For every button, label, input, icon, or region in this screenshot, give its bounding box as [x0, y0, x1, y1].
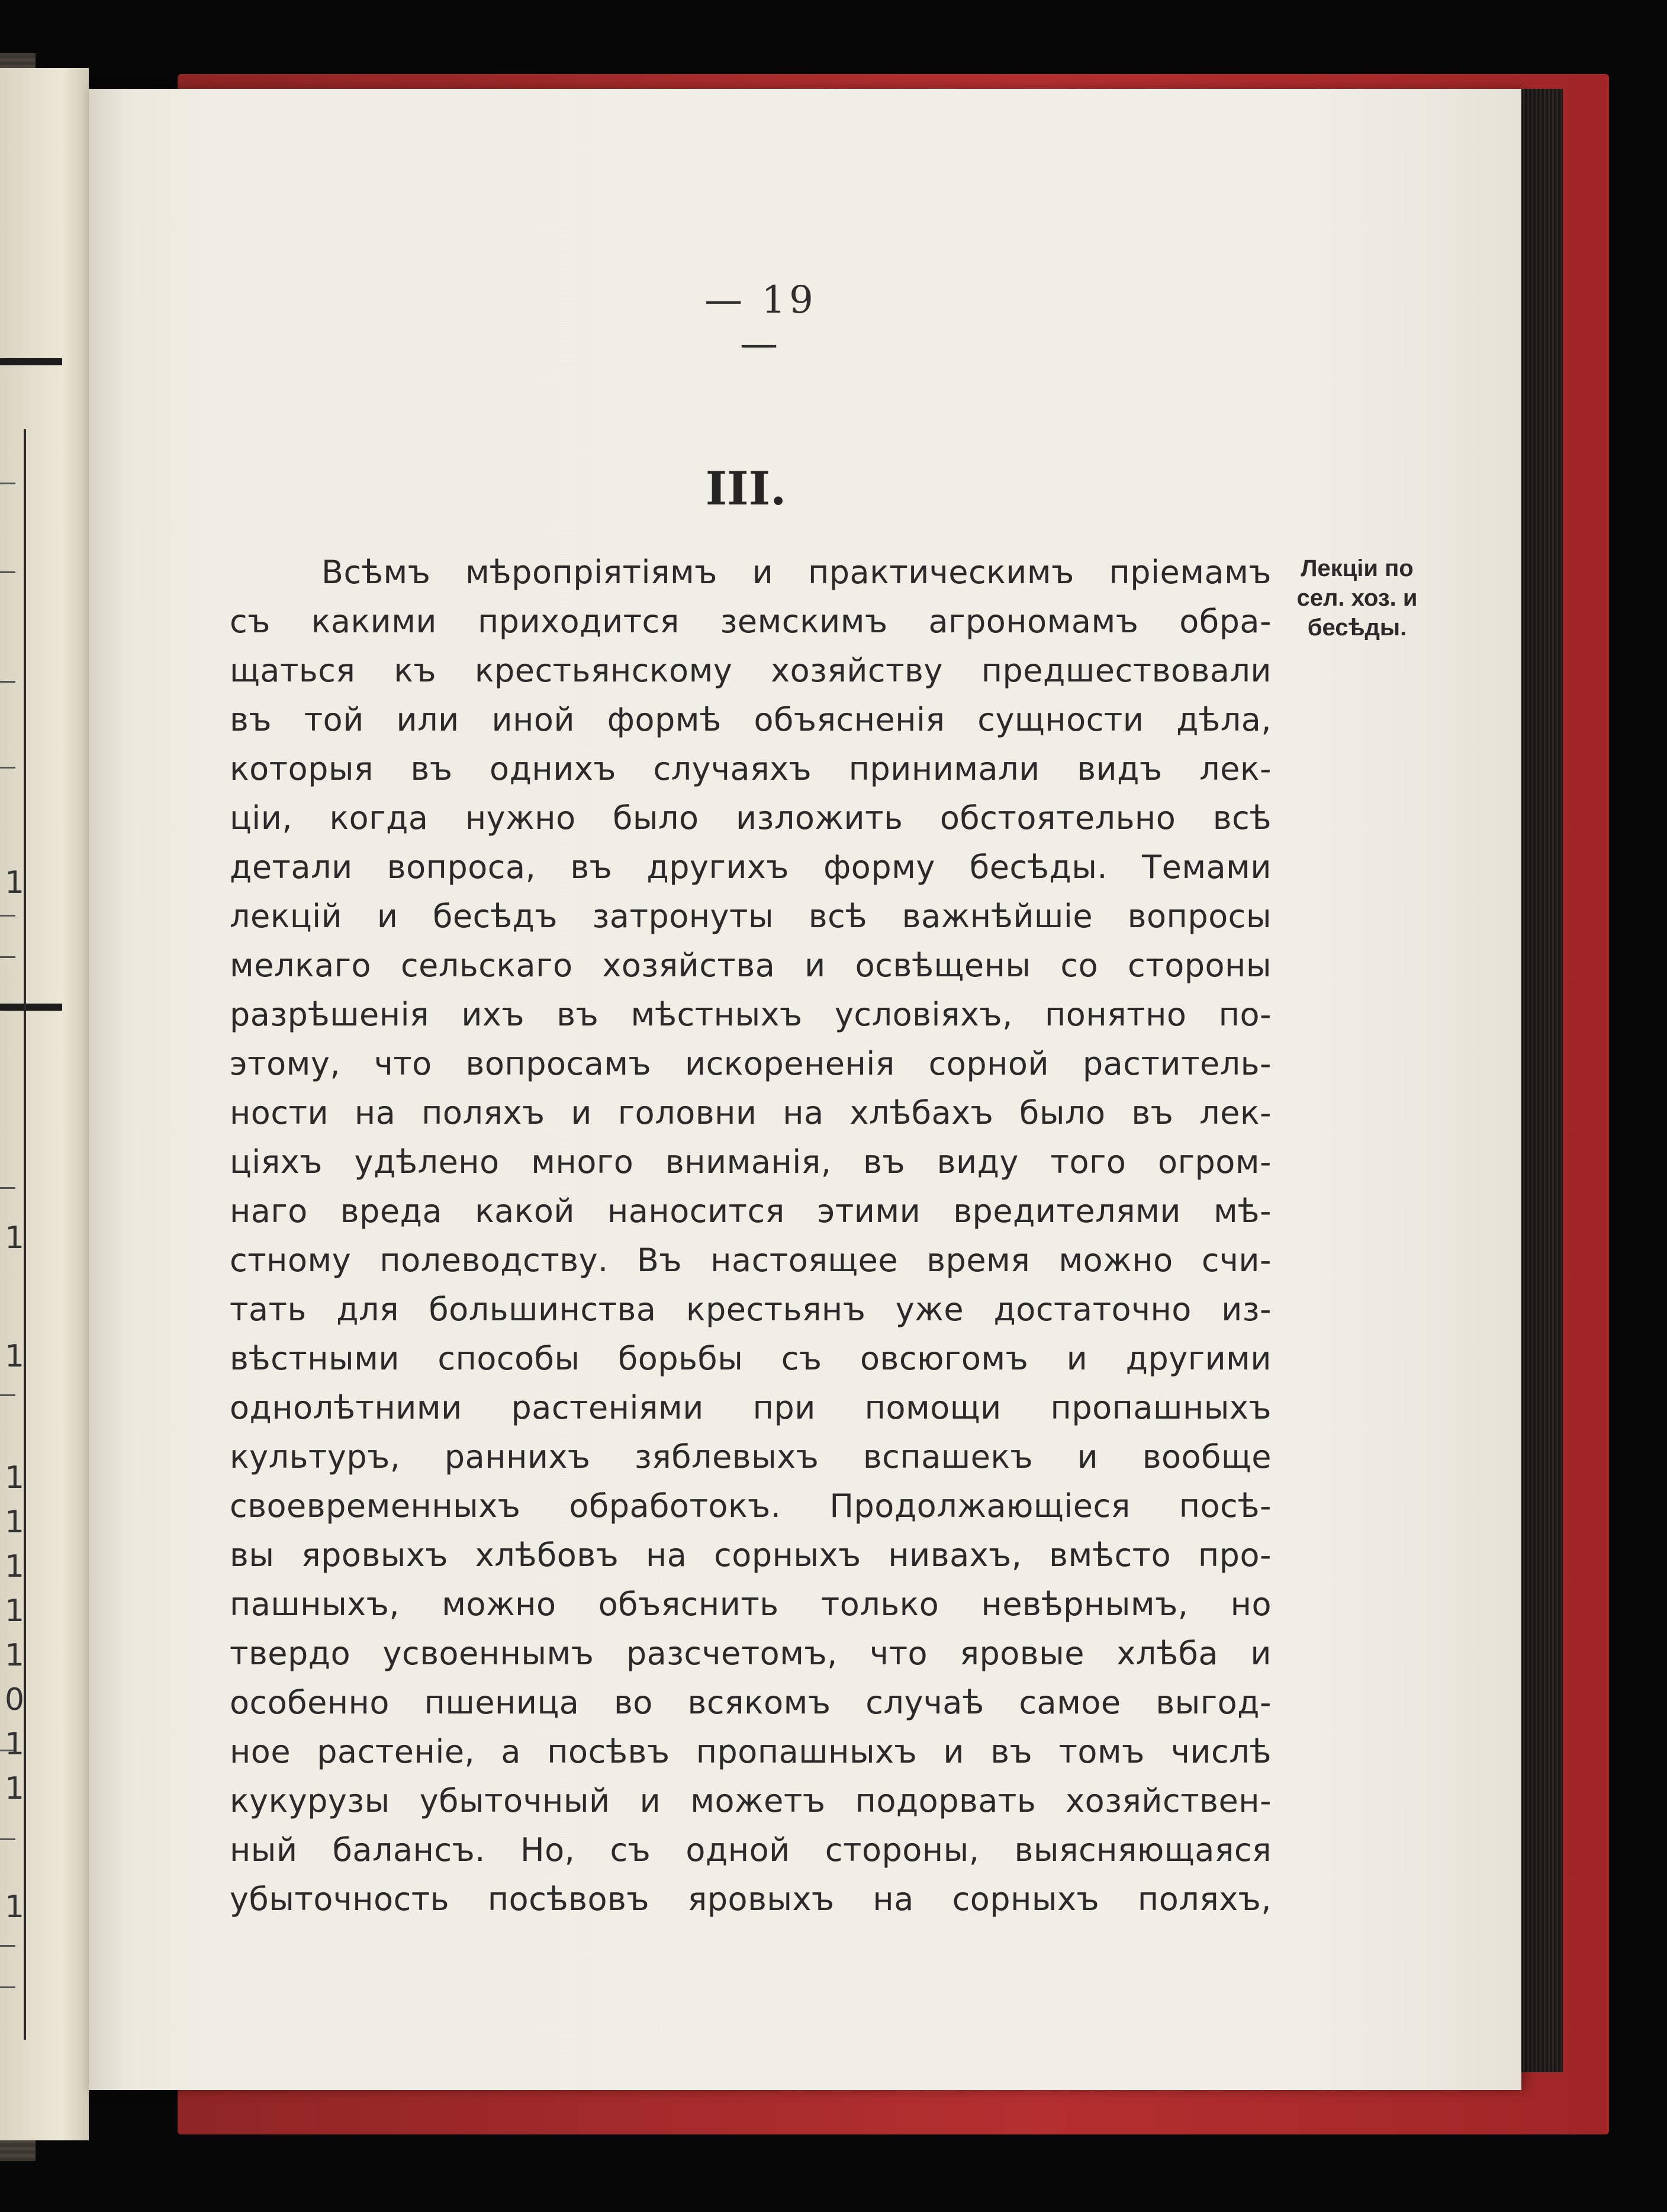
previous-page-tick [0, 1187, 15, 1189]
previous-page-margin-digit: 1 [5, 1726, 25, 1762]
text-line: вы яровыхъ хлѣбовъ на сорныхъ нивахъ, вмѣсто про- [230, 1536, 1272, 1574]
text-line: убыточность посѣвовъ яровыхъ на сорныхъ поляхъ, [230, 1880, 1272, 1918]
previous-page-tick [0, 483, 15, 484]
text-line: мелкаго сельскаго хозяйства и освѣщены со стороны [230, 947, 1272, 984]
previous-page-margin-digit: 1 [5, 865, 25, 901]
previous-page-tick [0, 1838, 15, 1840]
previous-page-margin-digit: 1 [5, 1889, 25, 1925]
text-line: ное растеніе, а посѣвъ пропашныхъ и въ томъ числѣ [230, 1733, 1272, 1770]
text-line: тать для большинства крестьянъ уже достаточно из- [230, 1291, 1272, 1328]
chapter-heading: III. [705, 462, 787, 516]
text-line: однолѣтними растеніями при помощи пропашныхъ [230, 1389, 1272, 1426]
text-line: наго вреда какой наносится этими вредителями мѣ- [230, 1192, 1272, 1230]
previous-page-edge [0, 68, 89, 2140]
previous-page-margin-digit: 1 [5, 1771, 25, 1806]
text-line: ный балансъ. Но, съ одной стороны, выясняющаяся [230, 1831, 1272, 1869]
previous-page-margin-digit: 1 [5, 1339, 25, 1374]
margin-note-line: бесѣды. [1307, 615, 1407, 641]
text-line: своевременныхъ обработокъ. Продолжающіеся посѣ- [230, 1487, 1272, 1525]
previous-page-margin-digit: 1 [5, 1460, 25, 1496]
previous-page-margin-digit: 1 [5, 1504, 25, 1540]
previous-page-margin-digit: 0 [5, 1682, 25, 1718]
text-line: особенно пшеница во всякомъ случаѣ самое выгод- [230, 1684, 1272, 1721]
text-line: разрѣшенія ихъ въ мѣстныхъ условіяхъ, понятно по- [230, 996, 1272, 1033]
previous-page-tick [0, 956, 15, 958]
text-line: стному полеводству. Въ настоящее время можно счи- [230, 1242, 1272, 1279]
text-line: твердо усвоеннымъ разсчетомъ, что яровые хлѣба и [230, 1635, 1272, 1672]
text-line: культуръ, раннихъ зяблевыхъ вспашекъ и вообще [230, 1438, 1272, 1475]
previous-page-tick [0, 767, 15, 769]
text-line: ности на поляхъ и головни на хлѣбахъ было въ лек- [230, 1094, 1272, 1131]
previous-page-tick [0, 915, 15, 917]
previous-page-margin-digit: 1 [5, 1549, 25, 1584]
margin-note [1279, 554, 1436, 642]
previous-page-margin-digit: 1 [5, 1638, 25, 1673]
text-line: лекцій и бесѣдъ затронуты всѣ важнѣйшіе вопросы [230, 898, 1272, 935]
text-line: пашныхъ, можно объяснить только невѣрнымъ, но [230, 1586, 1272, 1623]
previous-page-rule [0, 1004, 62, 1011]
previous-page-margin-digit: 1 [5, 1593, 25, 1629]
text-line: ціи, когда нужно было изложить обстоятельно всѣ [230, 799, 1272, 837]
margin-note-line: Лекціи по [1301, 555, 1414, 581]
text-line: Всѣмъ мѣропріятіямъ и практическимъ пріемамъ [321, 554, 1272, 591]
text-line: вѣстными способы борьбы съ овсюгомъ и другими [230, 1340, 1272, 1377]
previous-page-tick [0, 681, 15, 683]
margin-note-line: сел. хоз. и [1296, 585, 1418, 611]
previous-page-margin-digit: 1 [5, 1220, 25, 1256]
previous-page-rule [0, 358, 62, 365]
previous-page-tick [0, 1986, 15, 1988]
previous-page-tick [0, 1945, 15, 1947]
text-line: щаться къ крестьянскому хозяйству предшествовали [230, 652, 1272, 689]
text-line: ціяхъ удѣлено много вниманія, въ виду того огром- [230, 1143, 1272, 1181]
text-line: детали вопроса, въ другихъ форму бесѣды. Темами [230, 848, 1272, 886]
text-line: въ той или иной формѣ объясненія сущности дѣла, [230, 701, 1272, 738]
text-line: этому, что вопросамъ искорененія сорной раститель- [230, 1045, 1272, 1082]
previous-page-tick [0, 1394, 15, 1396]
text-line: кукурузы убыточный и можетъ подорвать хозяйствен- [230, 1782, 1272, 1819]
body-paragraph [230, 548, 1272, 1924]
previous-page-tick [0, 571, 15, 573]
text-line: съ какими приходится земскимъ агрономамъ обра- [230, 603, 1272, 640]
page-number: — 19 — [704, 278, 817, 366]
text-line: которыя въ однихъ случаяхъ принимали видъ лек- [230, 750, 1272, 787]
